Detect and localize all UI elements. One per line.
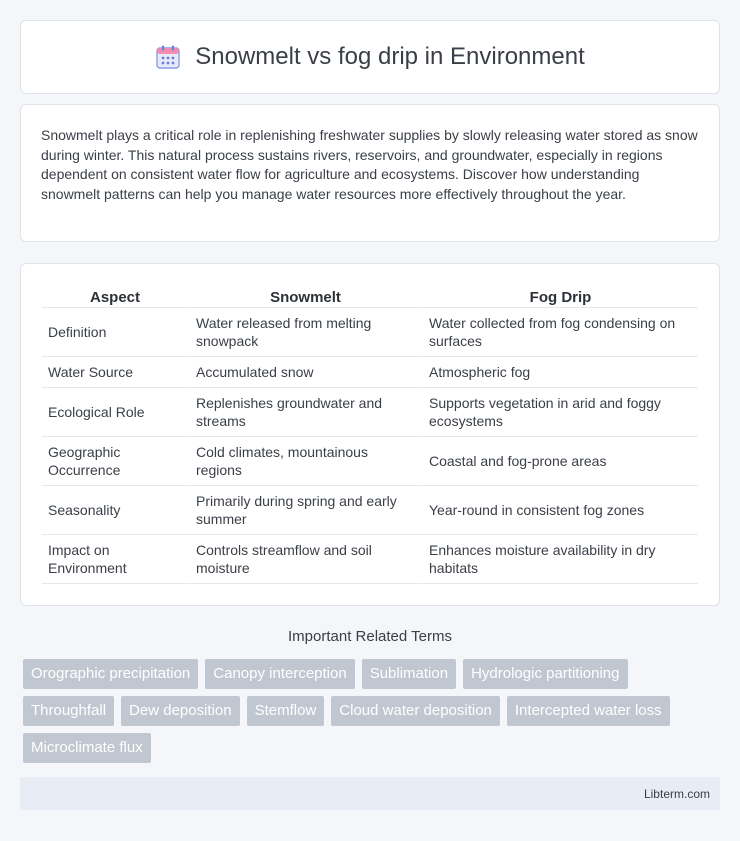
tag-orographic-precipitation[interactable]: Orographic precipitation [23,659,198,689]
comparison-card [20,263,720,606]
cell-aspect: Definition [42,308,188,357]
cell-fog-drip: Coastal and fog-prone areas [421,437,698,486]
tag-stemflow[interactable]: Stemflow [247,696,325,726]
calendar-icon [155,44,181,70]
cell-aspect: Impact on Environment [42,535,188,584]
page-title: Snowmelt vs fog drip in Environment [195,43,585,70]
tag-cloud-water-deposition[interactable]: Cloud water deposition [331,696,500,726]
table-header-row [42,284,698,308]
table-row [42,357,698,388]
header-fog-drip: Fog Drip [421,284,698,308]
cell-fog-drip: Supports vegetation in arid and foggy ecosystems [421,388,698,437]
intro-card [20,104,720,242]
tag-throughfall[interactable]: Throughfall [23,696,114,726]
cell-snowmelt: Primarily during spring and early summer [188,486,421,535]
cell-fog-drip: Year-round in consistent fog zones [421,486,698,535]
tag-hydrologic-partitioning[interactable]: Hydrologic partitioning [463,659,627,689]
related-terms-list [23,659,723,763]
cell-snowmelt: Accumulated snow [188,357,421,388]
comparison-table [42,284,698,584]
cell-aspect: Water Source [42,357,188,388]
tag-sublimation[interactable]: Sublimation [362,659,456,689]
tag-canopy-interception[interactable]: Canopy interception [205,659,354,689]
header-snowmelt: Snowmelt [188,284,421,308]
cell-snowmelt: Controls streamflow and soil moisture [188,535,421,584]
footer-site-link[interactable]: Libterm.com [643,786,710,801]
table-row [42,535,698,584]
cell-aspect: Seasonality [42,486,188,535]
table-row [42,388,698,437]
cell-fog-drip: Atmospheric fog [421,357,698,388]
table-row [42,437,698,486]
tag-dew-deposition[interactable]: Dew deposition [121,696,240,726]
cell-snowmelt: Water released from melting snowpack [188,308,421,357]
cell-aspect: Geographic Occurrence [42,437,188,486]
tag-intercepted-water-loss[interactable]: Intercepted water loss [507,696,670,726]
cell-aspect: Ecological Role [42,388,188,437]
intro-paragraph: Snowmelt plays a critical role in replenishing freshwater supplies by slowly releasing water stored as snow during winter. This natural process sustains rivers, reservoirs, and groundwater, especially in regions dependent on consistent water flow for agriculture and ecosystems. Discover how understanding snowmelt patterns can help you manage water resources more effectively throughout the year. [41,127,698,202]
related-terms-heading: Important Related Terms [288,628,452,645]
title-card [20,20,720,94]
header-aspect: Aspect [42,284,188,308]
cell-snowmelt: Cold climates, mountainous regions [188,437,421,486]
cell-fog-drip: Enhances moisture availability in dry habitats [421,535,698,584]
cell-fog-drip: Water collected from fog condensing on surfaces [421,308,698,357]
tag-microclimate-flux[interactable]: Microclimate flux [23,733,151,763]
table-row [42,486,698,535]
cell-snowmelt: Replenishes groundwater and streams [188,388,421,437]
table-row [42,308,698,357]
footer [20,777,720,810]
title-row [155,43,585,71]
